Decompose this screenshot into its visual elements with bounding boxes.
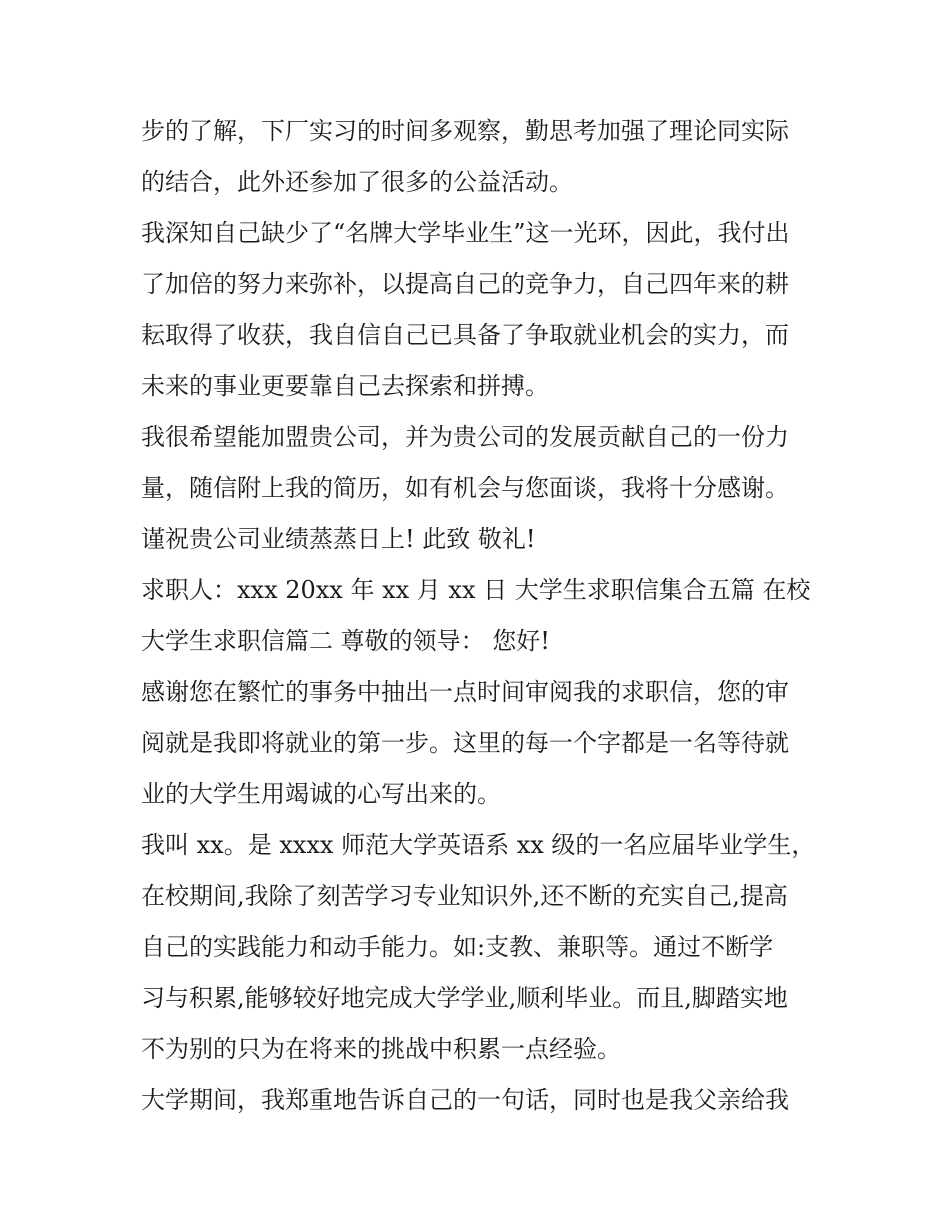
text-line: 未来的事业更要靠自己去探索和拼搏。 — [141, 372, 549, 400]
text-line: 我深知自己缺少了“名牌大学毕业生”这一光环，因此，我付出 — [141, 219, 790, 247]
text-line: 步的了解，下厂实习的时间多观察，勤思考加强了理论同实际 — [141, 117, 789, 145]
text-line: 感谢您在繁忙的事务中抽出一点时间审阅我的求职信，您的审 — [141, 678, 789, 706]
text-line: 大学期间，我郑重地告诉自己的一句话，同时也是我父亲给我 — [141, 1086, 789, 1114]
text-line: 量，随信附上我的简历，如有机会与您面谈，我将十分感谢。 — [141, 474, 789, 502]
text-line: 我叫 xx。是 xxxx 师范大学英语系 xx 级的一名应届毕业学生， — [141, 831, 816, 859]
text-line: 了加倍的努力来弥补，以提高自己的竞争力，自己四年来的耕 — [141, 270, 789, 298]
text-line: 谨祝贵公司业绩蒸蒸日上! 此致 敬礼! — [141, 525, 536, 553]
text-line: 习与积累,能够较好地完成大学学业,顺利毕业。而且,脚踏实地 — [141, 984, 788, 1012]
text-line: 求职人：xxx 20xx 年 xx 月 xx 日 大学生求职信集合五篇 在校 — [141, 576, 811, 604]
text-line: 自己的实践能力和动手能力。如:支教、兼职等。通过不断学 — [141, 933, 774, 961]
text-line: 在校期间,我除了刻苦学习专业知识外,还不断的充实自己,提高 — [141, 882, 788, 910]
text-line: 的结合，此外还参加了很多的公益活动。 — [141, 168, 573, 196]
text-line: 大学生求职信篇二 尊敬的领导： 您好! — [141, 627, 550, 655]
text-line: 业的大学生用竭诚的心写出来的。 — [141, 780, 501, 808]
text-line: 我很希望能加盟贵公司，并为贵公司的发展贡献自己的一份力 — [141, 423, 789, 451]
text-line: 耘取得了收获，我自信自己已具备了争取就业机会的实力，而 — [141, 321, 789, 349]
text-line: 阅就是我即将就业的第一步。这里的每一个字都是一名等待就 — [141, 729, 789, 757]
text-line: 不为别的只为在将来的挑战中积累一点经验。 — [141, 1035, 621, 1063]
document-body — [141, 106, 821, 1126]
